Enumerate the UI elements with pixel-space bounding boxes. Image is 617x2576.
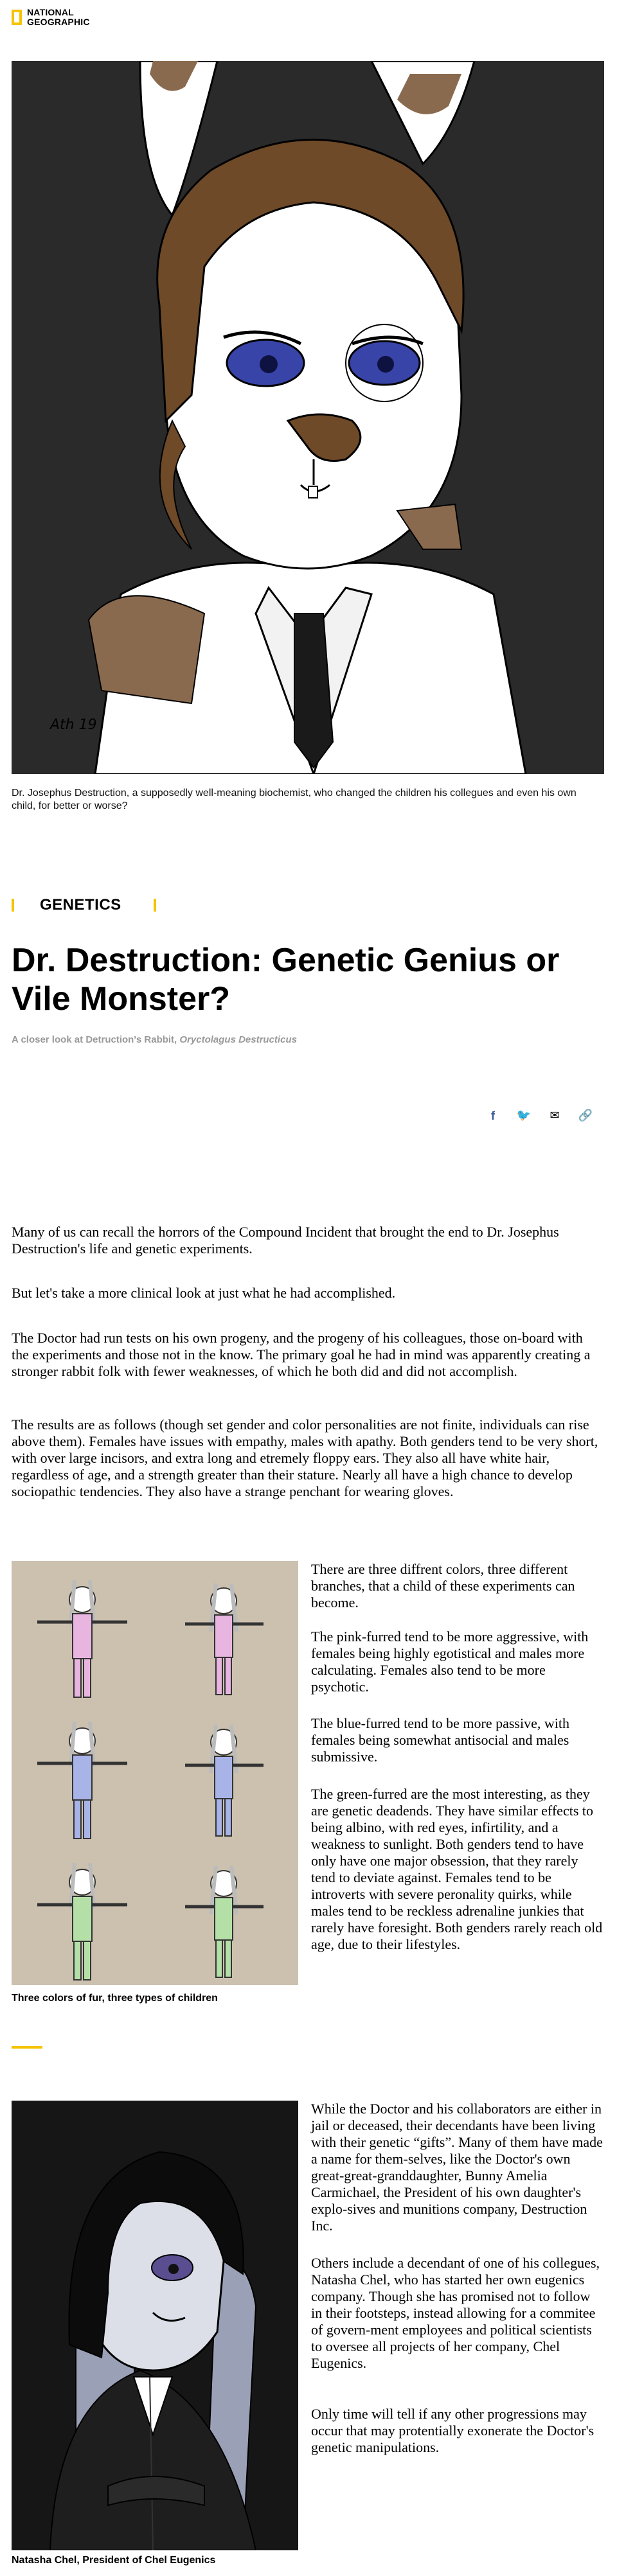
fur-paragraph-2: The pink-furred tend to be more aggressive, with females being highly egotistical and males more calculating. Females also tend to be more psychotic. [311,1628,589,1695]
facebook-icon[interactable]: f [491,1109,495,1122]
natasha-illustration [12,2101,298,2550]
fur-colors-illustration [12,1561,298,1985]
subtitle-species: Oryctolagus Destructicus [179,1034,297,1045]
brand-line-1: NATIONAL [27,7,74,17]
fur-paragraph-4: The green-furred are the most interesting, as they are genetic deadends. They have similar effects to being albino, with red eyes, infirtility, and a weakness to sunlight. Both genders tend to have only have one major obsession, that they rarely tend to deviate against. Females tend to be introverts with severe peronality quirks, while males tend to be reckless adrenaline junkies that rarely have foresight. Both genders rarely reach old age, due to their lifestyles. [311,1786,603,1952]
link-icon[interactable]: 🔗 [578,1109,593,1122]
natgeo-logo[interactable] [12,8,90,27]
brand-line-2: GEOGRAPHIC [27,17,90,27]
yellow-divider [12,2046,42,2049]
fur-paragraph-1: There are three diffrent colors, three different branches, that a child of these experiments can become. [311,1561,575,1610]
natasha-paragraph-3: Only time will tell if any other progressions may occur that may protentially exonerate the Doctor's genetic manipulations. [311,2406,595,2455]
twitter-icon[interactable]: 🐦 [516,1109,532,1122]
fur-caption: Three colors of fur, three types of children [12,1993,218,2004]
artist-signature: Ath 19 [50,717,97,733]
site-header [0,0,617,46]
hero-caption: Dr. Josephus Destruction, a supposedly well-meaning biochemist, who changed the children his collegues and even his own child, for better or worse? [12,788,577,811]
article-subtitle [12,1034,297,1045]
fur-paragraph-3: The blue-furred tend to be more passive, with females being somewhat antisocial and males submissive. [311,1715,569,1765]
paragraph-4: The results are as follows (though set gender and color personalities are not finite, individuals can rise above them). Females have issues with empathy, males with apathy. Both genders tend to be very short, with over large incisors, and extra long and etremely floppy ears. They also all have white hair, regardless of age, and a strength greater than their stature. Nearly all have a high chance to develop sociopathic tendencies. They also have a strange penchant for wearing gloves. [12,1416,598,1499]
hero-illustration [12,61,604,774]
article-title: Dr. Destruction: Genetic Genius or Vile Monster? [12,942,560,1018]
share-bar [485,1108,593,1124]
natasha-caption: Natasha Chel, President of Chel Eugenics [12,2555,216,2566]
paragraph-1: Many of us can recall the horrors of the Compound Incident that brought the end to Dr. Josephus Destruction's life and genetic experiments. [12,1224,559,1257]
email-icon[interactable]: ✉ [550,1109,560,1122]
tag-bar-right [154,899,156,912]
tag-bar-left [12,899,14,912]
section-tag-label: GENETICS [40,896,121,913]
paragraph-2: But let's take a more clinical look at just what he had accomplished. [12,1285,396,1301]
natasha-paragraph-1: While the Doctor and his collaborators are either in jail or deceased, their decendants have been living with their genetic “gifts”. Many of them have made a name for them-selves, like the Doctor's own great-great-granddaughter, Bunny Amelia Carmichael, the President of his own daughter's explo-sives and munitions company, Destruction Inc. [311,2101,603,2234]
yellow-frame-icon [12,10,22,25]
natasha-paragraph-2: Others include a decendant of one of his collegues, Natasha Chel, who has started her own eugenics company. Though she has promised not to follow in their footsteps, instead allowing for a commitee of govern-ment employees and political scientists to oversee all projects of her company, Chel Eugenics. [311,2255,600,2371]
paragraph-3: The Doctor had run tests on his own progeny, and the progeny of his colleagues, those on-board with the experiments and those not in the know. The primary goal he had in mind was apparently creating a stronger rabbit folk with fewer weaknesses, of which he both did and did not accomplish. [12,1330,591,1379]
subtitle-prefix: A closer look at Detruction's Rabbit, [12,1034,180,1045]
section-tag[interactable] [12,896,156,914]
